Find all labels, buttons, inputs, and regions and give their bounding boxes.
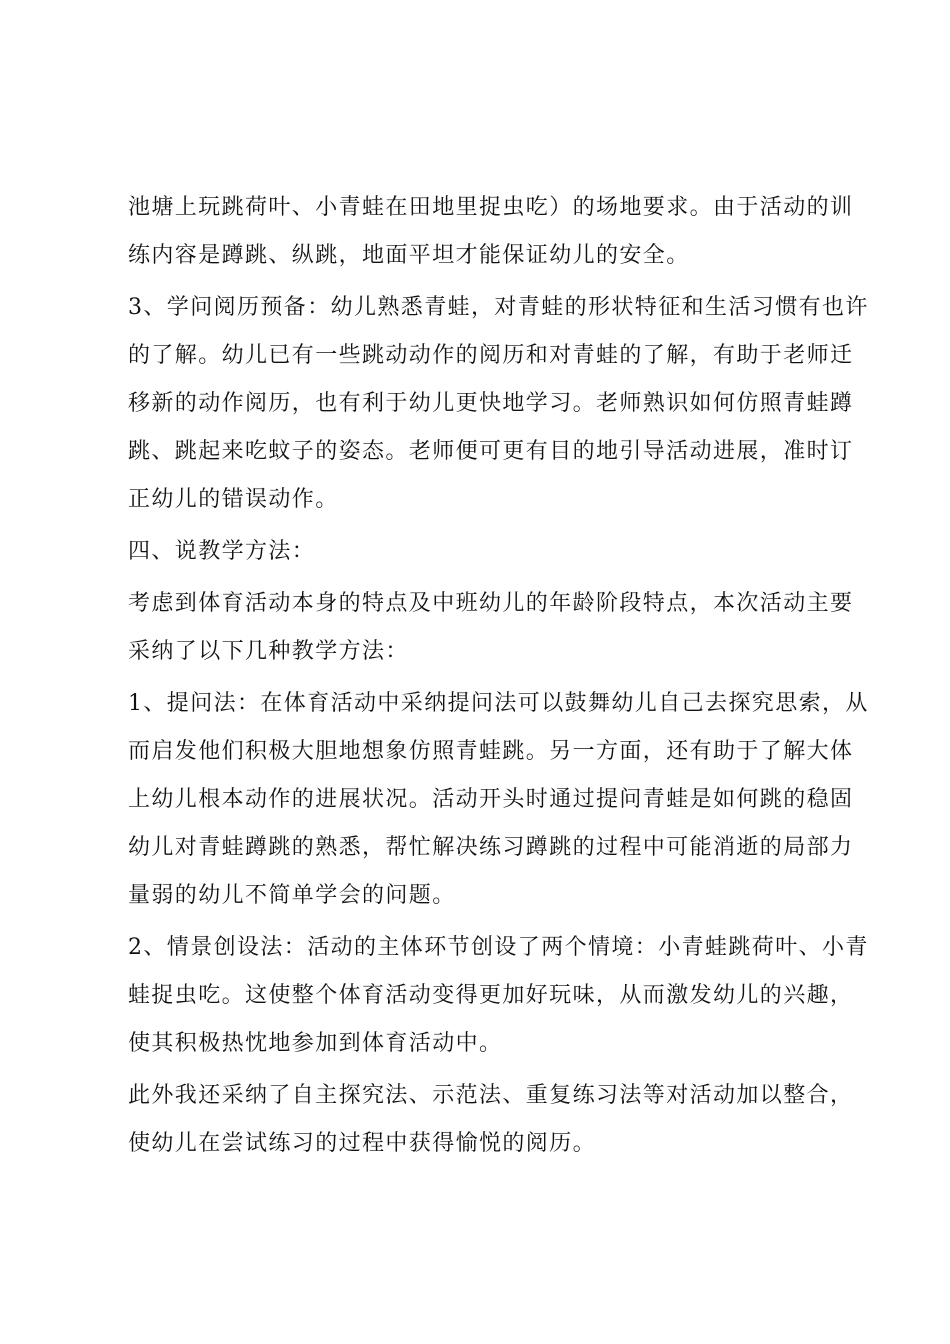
text-line: 此外我还采纳了自主探究法、示范法、重复练习法等对活动加以整合， — [128, 1083, 854, 1108]
text-line: 上幼儿根本动作的进展状况。活动开头时通过提问青蛙是如何跳的稳固 — [128, 787, 854, 812]
text-line: 而启发他们积极大胆地想象仿照青蛙跳。另一方面，还有助于了解大体 — [128, 739, 854, 764]
text-line: 练内容是蹲跳、纵跳，地面平坦才能保证幼儿的安全。 — [128, 243, 690, 268]
text-line: 量弱的幼儿不简单学会的问题。 — [128, 883, 456, 908]
text-line: 使其积极热忱地参加到体育活动中。 — [128, 1031, 503, 1056]
text-line: 考虑到体育活动本身的特点及中班幼儿的年龄阶段特点，本次活动主要 — [128, 591, 854, 616]
section-heading: 四、说教学方法： — [128, 539, 316, 564]
text-line: 使幼儿在尝试练习的过程中获得愉悦的阅历。 — [128, 1131, 597, 1156]
text-line: 跳、跳起来吃蚊子的姿态。老师便可更有目的地引导活动进展，准时订 — [128, 439, 854, 464]
text-line: 1、提问法：在体育活动中采纳提问法可以鼓舞幼儿自己去探究思索，从 — [128, 691, 869, 716]
text-line: 正幼儿的错误动作。 — [128, 487, 339, 512]
text-line: 移新的动作阅历，也有利于幼儿更快地学习。老师熟识如何仿照青蛙蹲 — [128, 391, 854, 416]
text-line: 采纳了以下几种教学方法： — [128, 639, 409, 664]
text-line: 池塘上玩跳荷叶、小青蛙在田地里捉虫吃）的场地要求。由于活动的训 — [128, 195, 854, 220]
text-line: 幼儿对青蛙蹲跳的熟悉，帮忙解决练习蹲跳的过程中可能消逝的局部力 — [128, 835, 854, 860]
text-line: 3、学问阅历预备：幼儿熟悉青蛙，对青蛙的形状特征和生活习惯有也许 — [128, 295, 869, 320]
text-line: 的了解。幼儿已有一些跳动动作的阅历和对青蛙的了解，有助于老师迁 — [128, 343, 854, 368]
text-line: 2、情景创设法：活动的主体环节创设了两个情境：小青蛙跳荷叶、小青 — [128, 935, 869, 960]
text-line: 蛙捉虫吃。这使整个体育活动变得更加好玩味，从而激发幼儿的兴趣， — [128, 983, 854, 1008]
